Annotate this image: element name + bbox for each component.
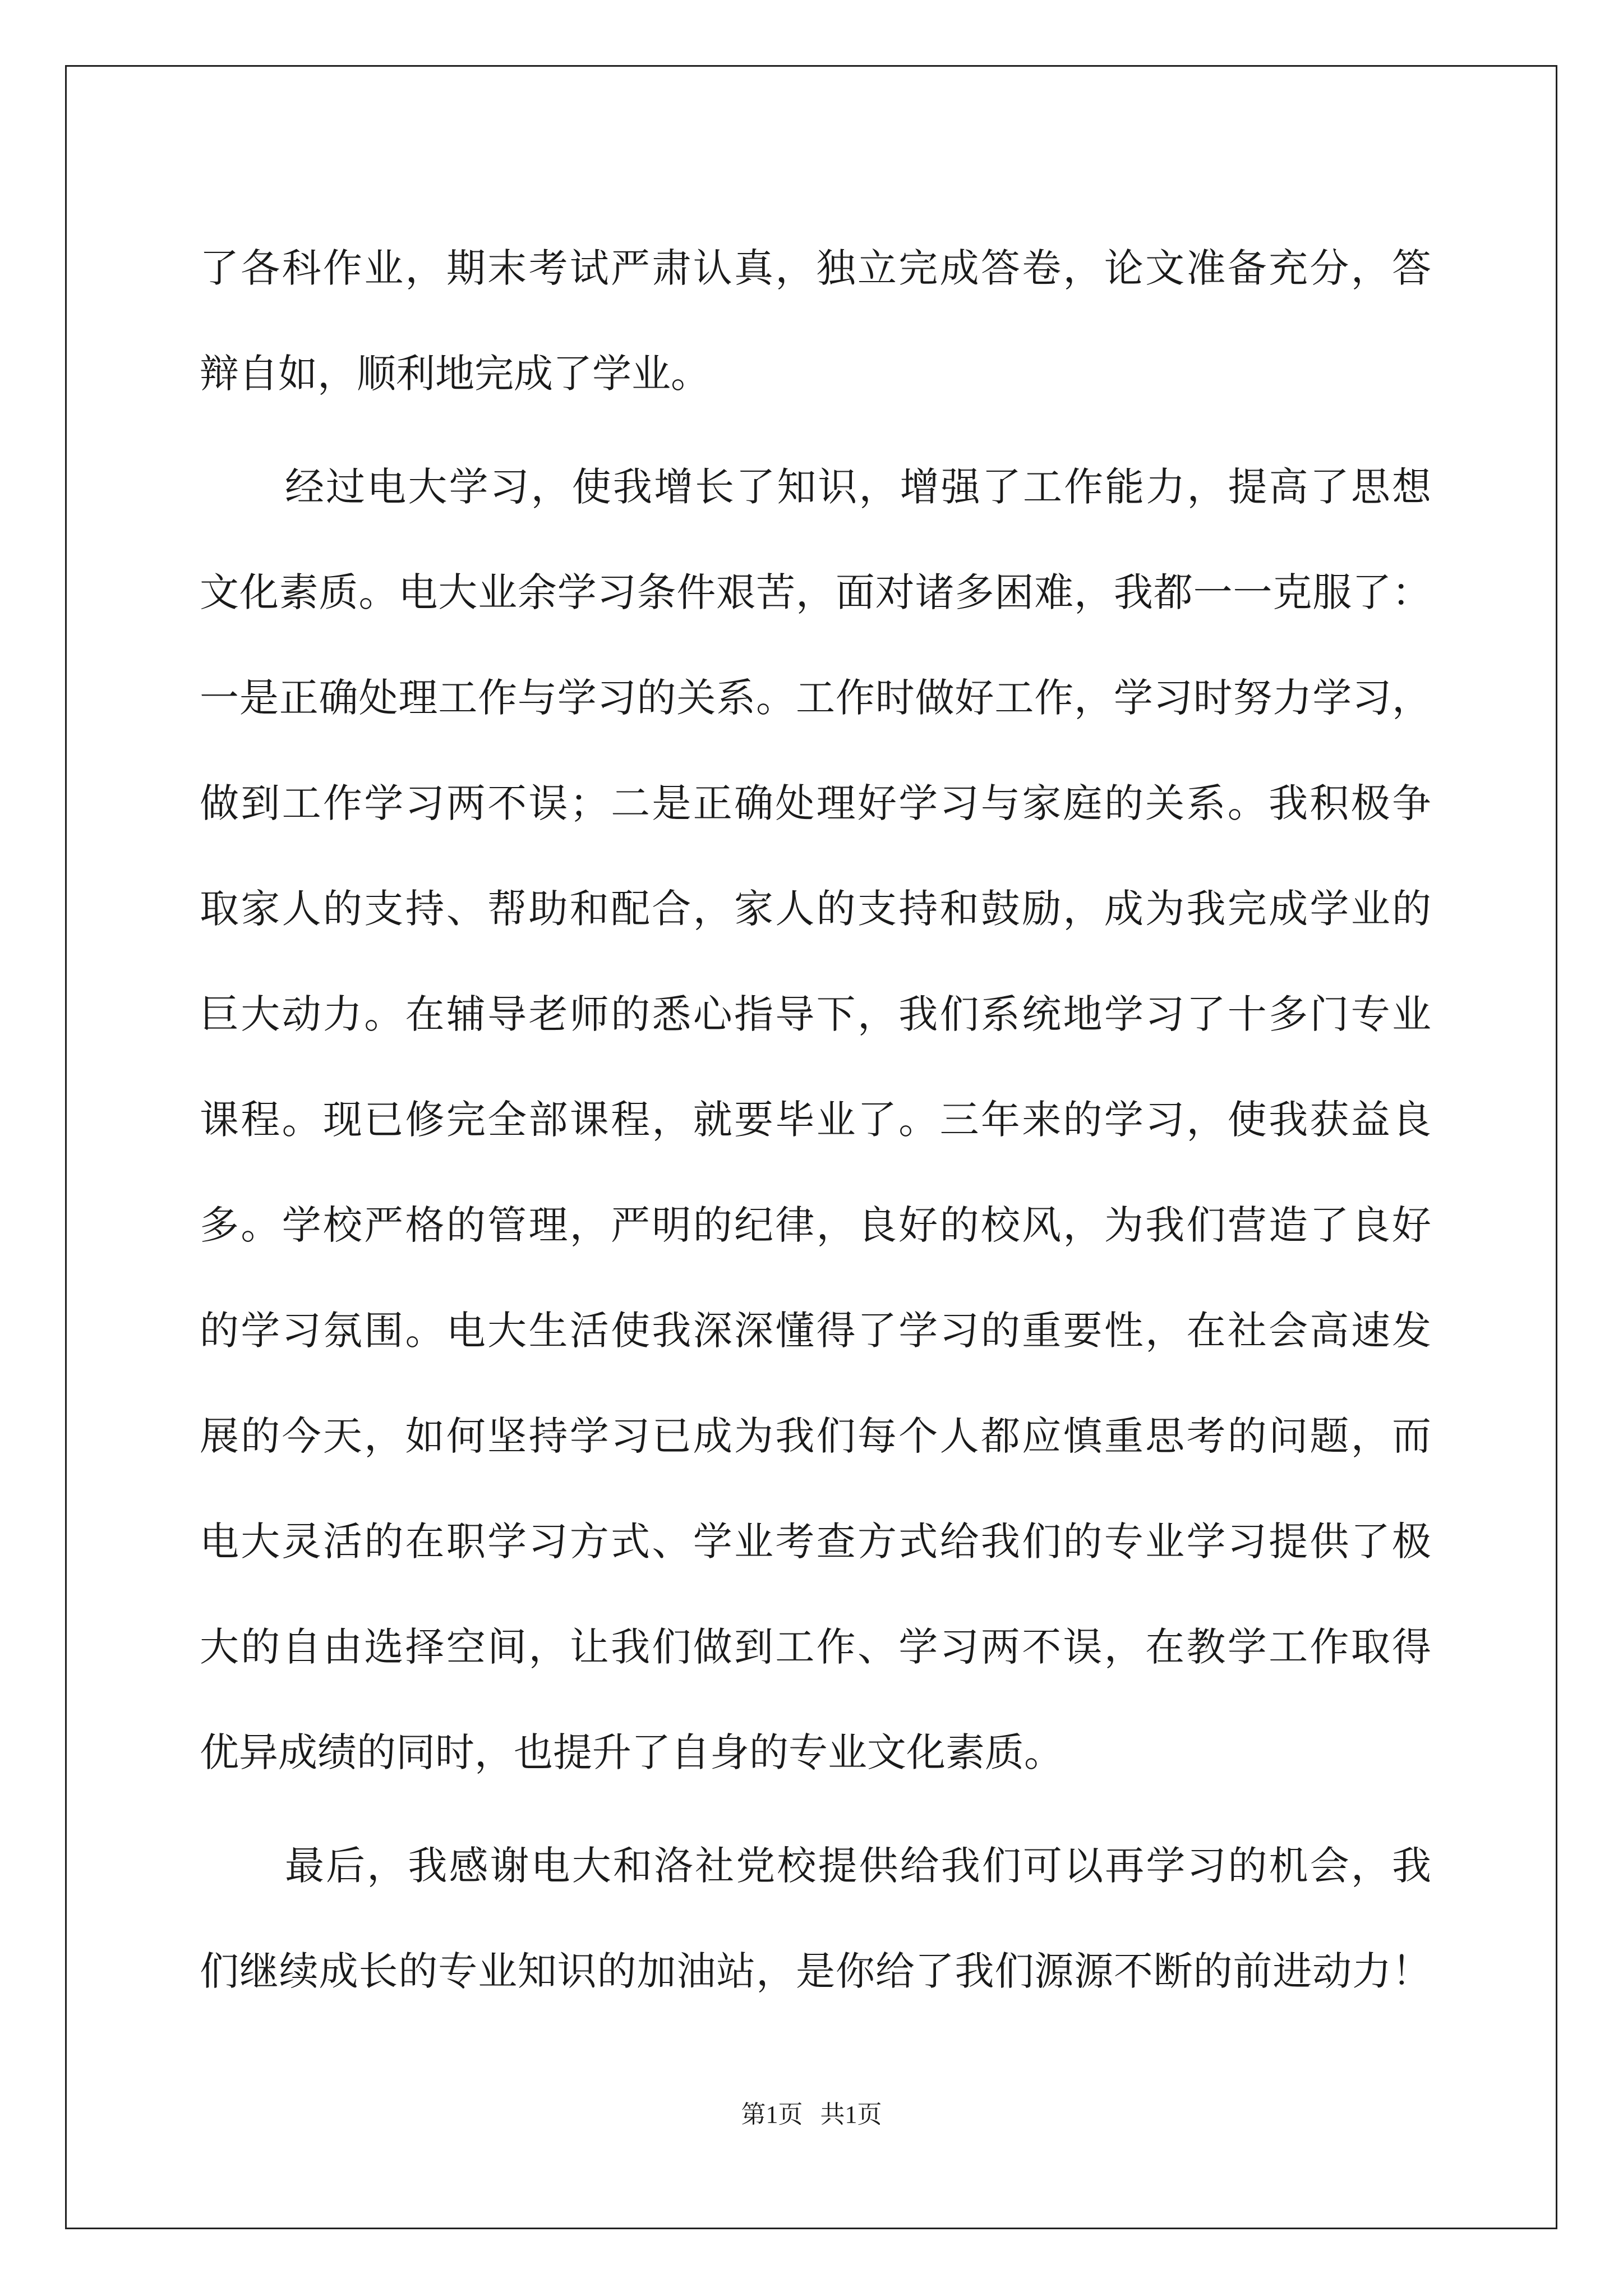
document-body (200, 215, 1431, 2024)
page-number-current: 第1页 (741, 2101, 803, 2128)
text-line: 辩自如，顺利地完成了学业。 (200, 351, 710, 397)
text-line: 们继续成长的专业知识的加油站，是你给了我们源源不断的前进动力！ (200, 1948, 1431, 1994)
text-line: 一是正确处理工作与学习的关系。工作时做好工作，学习时努力学习， (200, 675, 1431, 721)
text-line: 展的今天，如何坚持学习已成为我们每个人都应慎重思考的问题，而 (200, 1413, 1431, 1459)
text-line: 课程。现已修完全部课程，就要毕业了。三年来的学习，使我获益良 (200, 1097, 1431, 1143)
text-line: 电大灵活的在职学习方式、学业考查方式给我们的专业学习提供了极 (200, 1519, 1431, 1565)
text-line: 最后，我感谢电大和洛社党校提供给我们可以再学习的机会，我 (285, 1843, 1431, 1889)
text-line: 的学习氛围。电大生活使我深深懂得了学习的重要性，在社会高速发 (200, 1308, 1431, 1354)
text-line: 取家人的支持、帮助和配合，家人的支持和鼓励，成为我完成学业的 (200, 886, 1431, 932)
text-line: 文化素质。电大业余学习条件艰苦，面对诸多困难，我都一一克服了： (200, 569, 1431, 615)
text-line: 做到工作学习两不误；二是正确处理好学习与家庭的关系。我积极争 (200, 780, 1431, 826)
text-line: 巨大动力。在辅导老师的悉心指导下，我们系统地学习了十多门专业 (200, 991, 1431, 1037)
text-line: 多。学校严格的管理，严明的纪律，良好的校风，为我们营造了良好 (200, 1202, 1431, 1248)
page-number-total: 共1页 (820, 2101, 882, 2128)
text-line: 经过电大学习，使我增长了知识，增强了工作能力，提高了思想 (285, 464, 1431, 510)
text-line: 大的自由选择空间，让我们做到工作、学习两不误，在教学工作取得 (200, 1624, 1431, 1670)
text-line: 优异成绩的同时，也提升了自身的专业文化素质。 (200, 1729, 1063, 1775)
text-line: 了各科作业，期末考试严肃认真，独立完成答卷，论文准备充分，答 (200, 245, 1431, 291)
page-footer (0, 2094, 1623, 2130)
